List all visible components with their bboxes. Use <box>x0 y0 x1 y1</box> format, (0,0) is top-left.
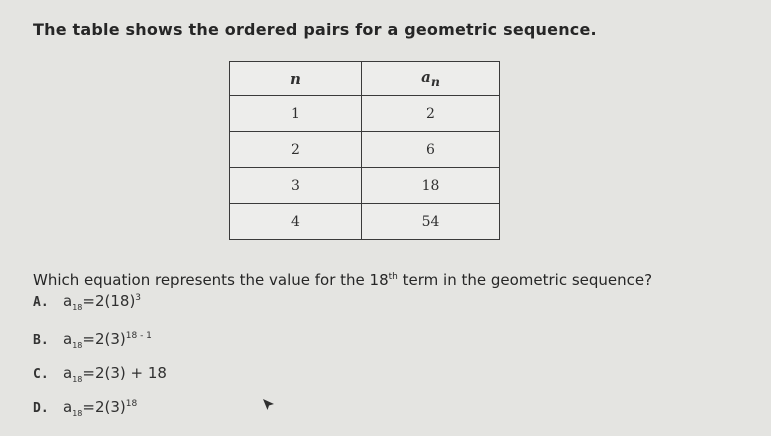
header-n: n <box>230 62 362 96</box>
choice-letter: B. <box>33 332 49 348</box>
choice-letter: A. <box>33 294 49 310</box>
cell-n: 3 <box>230 168 362 204</box>
cell-n: 4 <box>230 204 362 240</box>
table-row <box>230 168 500 204</box>
choice-equation: $a_{18}=2(18)^3$ <box>63 292 142 312</box>
cell-an: 6 <box>362 132 500 168</box>
sequence-table <box>229 61 500 240</box>
choice-equation: $a_{18}=2(3)^{18}$ <box>63 398 138 418</box>
question-text: Which equation represents the value for the 18th term in the geometric sequence? <box>33 271 653 289</box>
cell-an: 2 <box>362 96 500 132</box>
cell-an: 18 <box>362 168 500 204</box>
table-row <box>230 132 500 168</box>
table-row <box>230 204 500 240</box>
choice-letter: D. <box>33 400 49 416</box>
choice-equation: $a_{18}=2(3)^{18 - 1}$ <box>63 330 152 350</box>
choice-b[interactable] <box>33 330 152 350</box>
table-header-row <box>230 62 500 96</box>
choice-equation: $a_{18}=2(3) + 18$ <box>63 364 167 384</box>
cell-n: 2 <box>230 132 362 168</box>
choice-letter: C. <box>33 366 49 382</box>
choice-c[interactable] <box>33 364 167 384</box>
cell-n: 1 <box>230 96 362 132</box>
choice-d[interactable] <box>33 398 137 418</box>
header-an: $a_n$ <box>362 62 500 96</box>
mouse-pointer-icon <box>262 398 276 412</box>
cell-an: 54 <box>362 204 500 240</box>
table-row <box>230 96 500 132</box>
choice-a[interactable] <box>33 292 141 312</box>
prompt-text: The table shows the ordered pairs for a geometric sequence. <box>33 20 597 39</box>
